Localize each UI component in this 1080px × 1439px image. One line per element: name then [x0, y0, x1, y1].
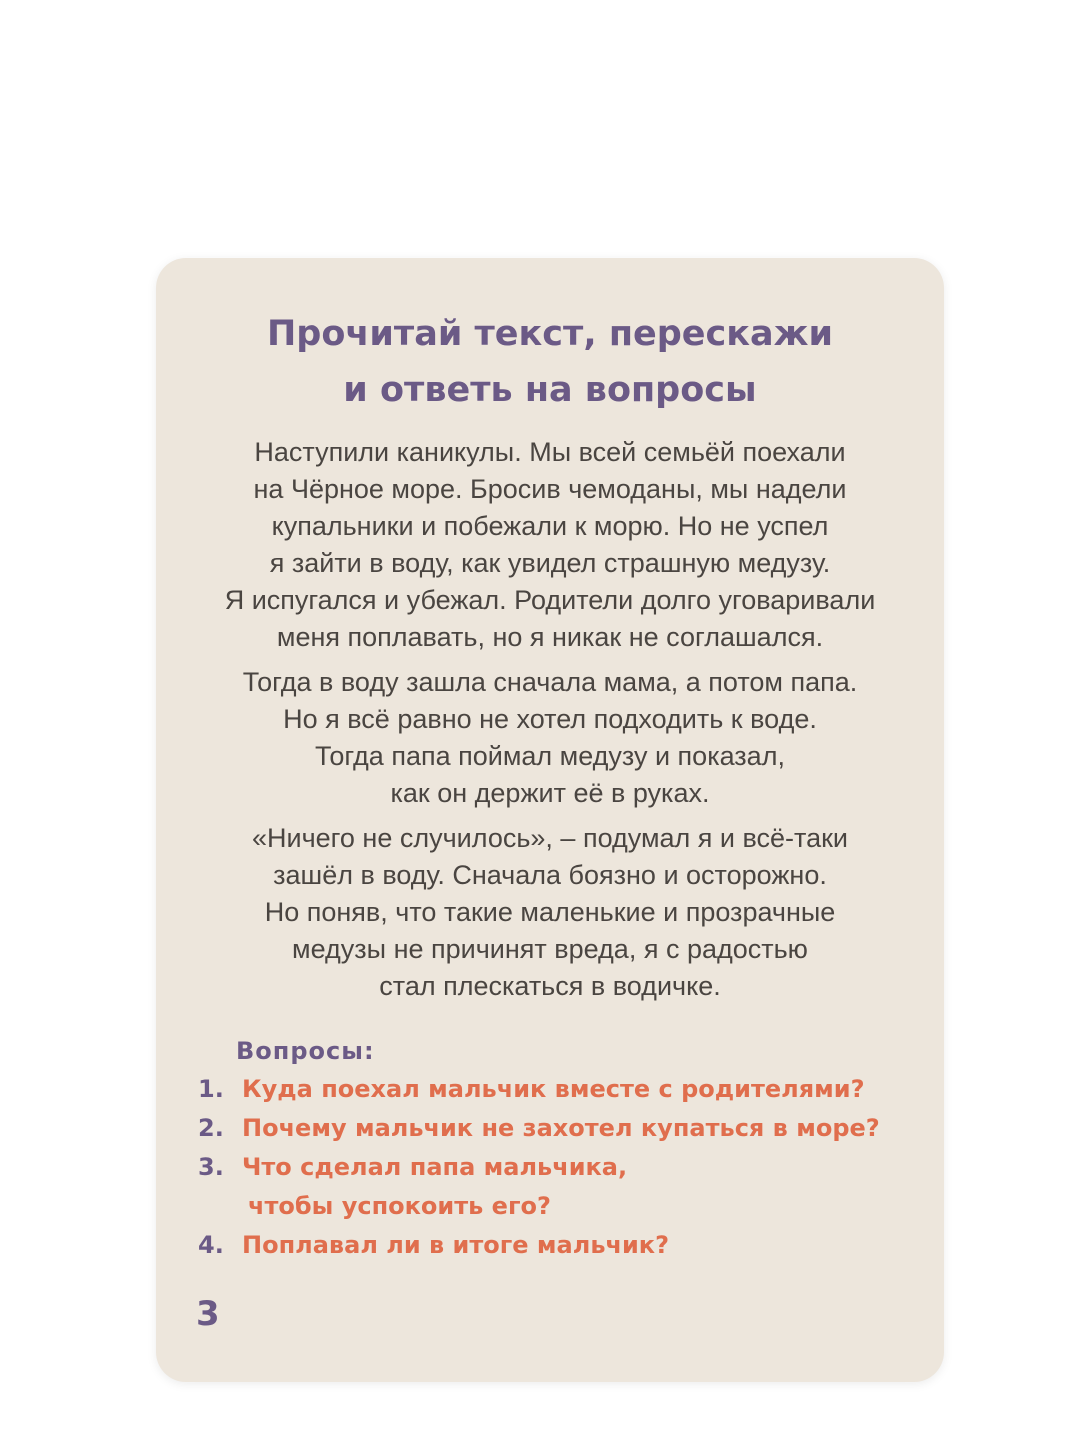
story-line: на Чёрное море. Бросив чемоданы, мы надели [253, 474, 847, 504]
story-text [156, 434, 944, 1013]
story-line: медузы не причинят вреда, я с радостью [292, 934, 808, 964]
story-line: Но поняв, что такие маленькие и прозрачные [264, 897, 836, 927]
story-line: зашёл в воду. Сначала боязно и осторожно. [273, 860, 827, 890]
question-number: 3. [198, 1153, 224, 1181]
page-number: 3 [196, 1294, 220, 1334]
question-line: чтобы успокоить его? [248, 1192, 551, 1220]
question-line: Поплавал ли в итоге мальчик? [242, 1231, 669, 1259]
question-text [242, 1148, 627, 1226]
question-item [198, 1070, 924, 1109]
question-line: Куда поехал мальчик вместе с родителями? [242, 1075, 865, 1103]
story-line: Но я всё равно не хотел подходить к воде. [283, 704, 817, 734]
story-line: Наступили каникулы. Мы всей семьёй поехали [254, 437, 846, 467]
story-line: купальники и побежали к морю. Но не успел [271, 511, 829, 541]
questions-list [198, 1070, 924, 1265]
question-text [242, 1109, 880, 1148]
question-line: Что сделал папа мальчика, [242, 1153, 628, 1181]
title-line: Прочитай текст, перескажи [266, 314, 834, 354]
question-item [198, 1148, 924, 1226]
story-line: я зайти в воду, как увидел страшную медузу. [269, 548, 831, 578]
question-item [198, 1109, 924, 1148]
story-paragraph [156, 664, 944, 812]
story-line: как он держит её в руках. [390, 778, 710, 808]
story-line: Я испугался и убежал. Родители долго уговаривали [224, 585, 876, 615]
question-number: 1. [198, 1075, 224, 1103]
story-paragraph [156, 434, 944, 656]
story-paragraph [156, 820, 944, 1005]
question-number: 2. [198, 1114, 224, 1142]
story-line: меня поплавать, но я никак не соглашался. [276, 622, 824, 652]
question-line: Почему мальчик не захотел купаться в море? [242, 1114, 880, 1142]
story-line: Тогда папа поймал медузу и показал, [315, 741, 785, 771]
question-item [198, 1226, 924, 1265]
story-line: «Ничего не случилось», – подумал я и всё-таки [251, 823, 849, 853]
questions-heading: Вопросы: [236, 1037, 375, 1065]
question-text [242, 1070, 865, 1109]
question-text [242, 1226, 669, 1265]
question-number: 4. [198, 1231, 224, 1259]
task-card [156, 258, 944, 1382]
title-line: и ответь на вопросы [343, 370, 757, 410]
story-line: Тогда в воду зашла сначала мама, а потом папа. [242, 667, 858, 697]
story-line: стал плескаться в водичке. [379, 971, 721, 1001]
card-title [156, 306, 944, 418]
